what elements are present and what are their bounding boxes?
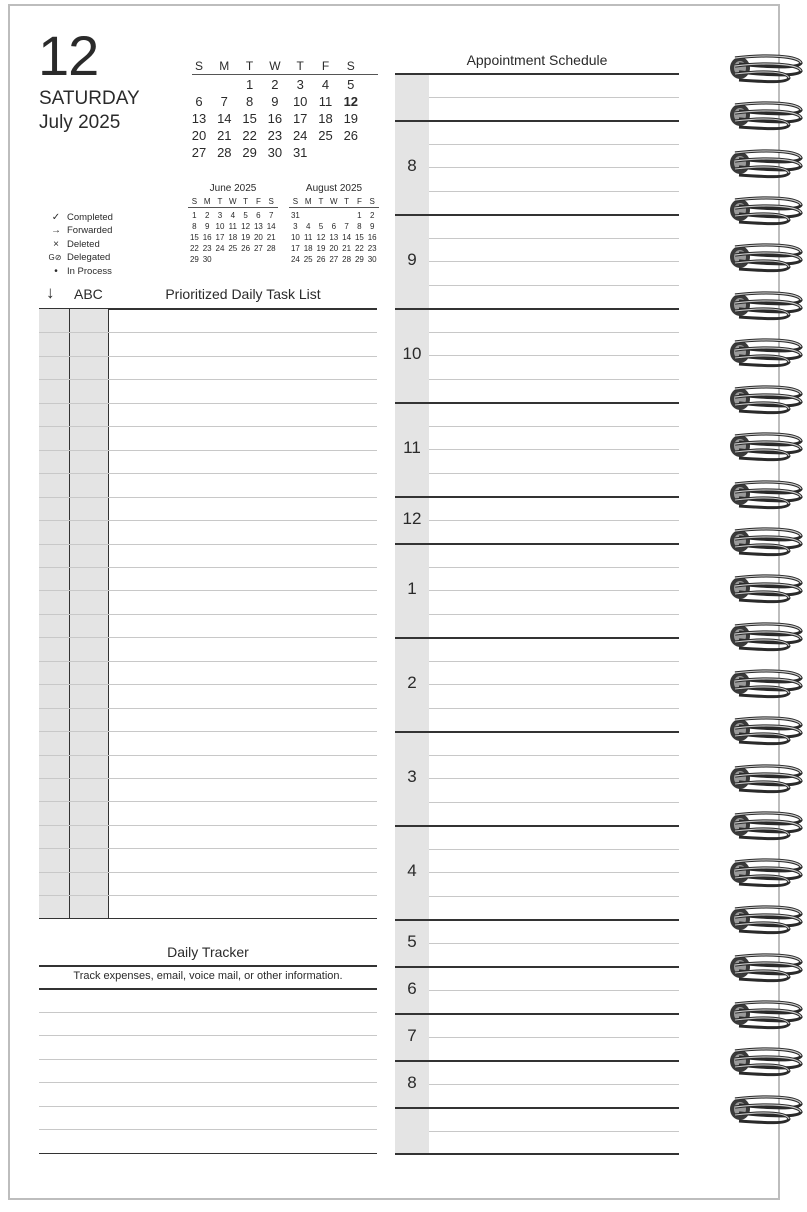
mini-calendar-day: 9	[204, 222, 210, 231]
quarter-line	[429, 379, 679, 380]
hour-shade	[395, 1107, 429, 1154]
quarter-line	[429, 778, 679, 779]
mini-calendar-day: 18	[228, 233, 238, 242]
mini-calendar-weekdays	[188, 196, 278, 208]
hour-block	[395, 402, 679, 496]
mini-calendar-day: 29	[354, 255, 364, 264]
hour-label: 11	[403, 438, 421, 457]
calendar-day: 20	[191, 128, 207, 143]
spiral-coil-icon	[727, 856, 803, 890]
mini-calendar-day: 25	[228, 244, 238, 253]
legend-symbol-icon: →	[51, 225, 61, 237]
spiral-coil-icon	[727, 147, 803, 181]
quarter-line	[429, 684, 679, 685]
calendar-day: 29	[242, 145, 257, 160]
mini-calendar-title: June 2025	[209, 183, 257, 194]
mini-calendar-day: 23	[367, 244, 377, 253]
mini-calendar-day: 15	[189, 233, 199, 242]
task-list-title: Prioritized Daily Task List	[165, 286, 321, 302]
quarter-line	[429, 167, 679, 168]
mini-calendar-week	[289, 254, 379, 265]
quarter-line	[429, 661, 679, 662]
mini-calendar-day: 28	[266, 244, 276, 253]
mini-calendar-weekday: S	[191, 197, 198, 206]
calendar-day: 17	[292, 111, 308, 126]
hour-block	[395, 308, 679, 402]
hour-divider	[395, 73, 679, 75]
hour-divider	[395, 1060, 679, 1062]
quarter-line	[429, 1084, 679, 1085]
legend-symbol-icon: •	[54, 265, 58, 277]
calendar-day: 26	[343, 128, 359, 143]
hour-block	[395, 637, 679, 731]
calendar-day: 14	[217, 111, 232, 126]
mini-calendar-week	[289, 221, 379, 232]
hour-label: 2	[407, 673, 417, 692]
mini-calendar-day: 27	[253, 244, 263, 253]
spiral-coil-icon	[727, 430, 803, 464]
task-line	[39, 848, 377, 849]
mini-calendar-day: 12	[241, 222, 251, 231]
calendar-weekday-header	[192, 58, 378, 75]
task-line	[39, 895, 377, 896]
calendar-day: 1	[245, 77, 254, 92]
mini-calendar-previous	[188, 183, 278, 265]
hour-label: 6	[407, 978, 417, 998]
schedule-bottom	[395, 1153, 679, 1155]
mini-calendar-day: 23	[202, 244, 212, 253]
mini-calendar-day: 2	[369, 211, 375, 220]
legend-symbol-icon: G⊘	[48, 253, 62, 263]
mini-calendar-week	[188, 232, 278, 243]
task-line	[39, 520, 377, 521]
mini-calendar-day: 26	[316, 255, 326, 264]
tracker-line	[39, 1106, 377, 1107]
hour-label: 7	[407, 1025, 417, 1045]
hour-label: 8	[407, 156, 417, 175]
mini-calendar-day: 19	[316, 244, 326, 253]
quarter-line	[429, 520, 679, 521]
hour-divider	[395, 402, 679, 404]
hour-divider	[395, 1013, 679, 1015]
task-line	[39, 825, 377, 826]
tracker-line	[39, 1035, 377, 1036]
appointment-title: Appointment Schedule	[466, 52, 608, 68]
hour-block	[395, 543, 679, 637]
calendar-day: 8	[245, 94, 254, 109]
calendar-day: 21	[217, 128, 232, 143]
mini-calendar-day: 4	[305, 222, 311, 231]
mini-calendar-day: 10	[215, 222, 225, 231]
mini-calendar-week	[289, 210, 379, 221]
calendar-day: 19	[343, 111, 359, 126]
calendar-day: 6	[195, 94, 203, 109]
quarter-line	[429, 708, 679, 709]
task-line	[39, 661, 377, 662]
hour-label: 1	[407, 579, 417, 598]
spiral-coil-icon	[727, 620, 803, 654]
quarter-line	[429, 567, 679, 568]
month-year-label: July 2025	[39, 112, 121, 133]
legend-item	[47, 238, 113, 251]
mini-calendar-next	[289, 183, 379, 265]
mini-calendar-day: 28	[342, 255, 352, 264]
spiral-coil-icon	[727, 998, 803, 1032]
task-line	[39, 614, 377, 615]
task-line	[39, 379, 377, 380]
mini-calendar-day: 24	[290, 255, 300, 264]
quarter-line	[429, 1037, 679, 1038]
hour-label: 10	[402, 344, 422, 363]
mini-calendar-week	[289, 232, 379, 243]
quarter-line	[429, 285, 679, 286]
hour-divider	[395, 731, 679, 733]
spiral-coil-icon	[727, 241, 803, 275]
tracker-line	[39, 1012, 377, 1013]
mini-calendar-day: 14	[342, 233, 352, 242]
hour-block	[395, 1107, 679, 1154]
mini-calendar-day: 17	[215, 233, 225, 242]
task-line	[39, 473, 377, 474]
mini-calendar-weekday: S	[369, 197, 375, 206]
calendar-day: 25	[318, 128, 333, 143]
quarter-line	[429, 802, 679, 803]
weekday-label: SATURDAY	[39, 88, 140, 109]
calendar-week	[192, 128, 378, 145]
mini-calendar-weekday: F	[255, 197, 261, 206]
quarter-line	[429, 426, 679, 427]
calendar-weekday: T	[296, 59, 304, 73]
spiral-coil-icon	[727, 809, 803, 843]
mini-calendar-week	[289, 243, 379, 254]
calendar-weekday: F	[321, 59, 330, 73]
quarter-line	[429, 355, 679, 356]
calendar-weekday: S	[194, 59, 203, 73]
quarter-line	[429, 144, 679, 145]
mini-calendar-day: 1	[357, 211, 362, 220]
hour-divider	[395, 120, 679, 122]
mini-calendar-weekdays	[289, 196, 379, 208]
mini-calendar-day: 30	[367, 255, 377, 264]
task-line	[39, 426, 377, 427]
legend-symbol-icon: ×	[53, 238, 59, 250]
calendar-day: 11	[318, 94, 333, 109]
mini-calendar-day: 20	[329, 244, 339, 253]
hour-label: 4	[407, 861, 417, 880]
hour-divider	[395, 214, 679, 216]
hour-divider	[395, 825, 679, 827]
mini-calendar-day: 17	[290, 244, 300, 253]
hour-block	[395, 73, 679, 120]
mini-calendar-day: 16	[367, 233, 377, 242]
quarter-line	[429, 261, 679, 262]
calendar-day: 28	[217, 145, 232, 160]
mini-calendar-day: 29	[189, 255, 199, 264]
mini-calendar-weekday: M	[203, 197, 211, 206]
hour-block	[395, 919, 679, 966]
abc-priority-label: ABC	[74, 286, 103, 302]
mini-calendar-weekday: T	[318, 197, 324, 206]
task-list-bottom	[39, 918, 377, 919]
hour-label: 12	[402, 508, 422, 528]
legend-label: In Process	[67, 265, 112, 277]
mini-calendar-day: 10	[290, 233, 300, 242]
quarter-line	[429, 590, 679, 591]
legend-label: Deleted	[67, 238, 100, 250]
hour-block	[395, 1060, 679, 1107]
mini-calendar-weekday: F	[356, 197, 362, 206]
legend-symbol-icon: ✓	[51, 212, 61, 223]
quarter-line	[429, 872, 679, 873]
mini-calendar-day: 6	[331, 222, 337, 231]
spiral-coil-icon	[727, 903, 803, 937]
calendar-day: 5	[347, 77, 355, 92]
spiral-coil-icon	[727, 336, 803, 370]
mini-calendar-day: 7	[268, 211, 274, 220]
hour-divider	[395, 1107, 679, 1109]
calendar-weekday: M	[219, 59, 230, 73]
hour-label: 9	[407, 250, 417, 269]
mini-calendar-day: 31	[290, 211, 300, 220]
task-line	[39, 801, 377, 802]
task-line	[39, 755, 377, 756]
calendar-day: 12	[343, 94, 359, 109]
quarter-line	[429, 990, 679, 991]
calendar-day: 4	[321, 77, 330, 92]
quarter-line	[429, 238, 679, 239]
tracker-line	[39, 1082, 377, 1083]
mini-calendar-day: 13	[253, 222, 263, 231]
spiral-coil-icon	[727, 1093, 803, 1127]
mini-calendar-day: 1	[192, 211, 197, 220]
hour-divider	[395, 496, 679, 498]
quarter-line	[429, 191, 679, 192]
mini-calendar-day: 12	[316, 233, 326, 242]
mini-calendar-day: 3	[217, 211, 223, 220]
legend-item	[47, 251, 113, 264]
mini-calendar-day: 16	[202, 233, 212, 242]
mini-calendar-day: 5	[318, 222, 324, 231]
day-number: 12	[38, 24, 99, 87]
spiral-coil-icon	[727, 714, 803, 748]
mini-calendar-day: 22	[354, 244, 364, 253]
quarter-line	[429, 755, 679, 756]
spiral-coil-icon	[727, 289, 803, 323]
quarter-line	[429, 1131, 679, 1132]
hour-block	[395, 496, 679, 543]
mini-calendar-day: 26	[241, 244, 251, 253]
legend-label: Forwarded	[67, 225, 113, 237]
spiral-coil-icon	[727, 1045, 803, 1079]
legend-item	[47, 224, 113, 237]
mini-calendar-weekday: S	[268, 197, 274, 206]
mini-calendar-weekday: W	[229, 197, 237, 206]
task-line	[39, 497, 377, 498]
mini-calendar-day: 20	[253, 233, 263, 242]
mini-calendar-weekday: T	[217, 197, 223, 206]
mini-calendar-day: 6	[256, 211, 261, 220]
hour-divider	[395, 966, 679, 968]
calendar-day: 18	[318, 111, 333, 126]
mini-calendar-day: 22	[189, 244, 199, 253]
mini-calendar-weekday: S	[292, 197, 299, 206]
quarter-line	[429, 896, 679, 897]
calendar-weekday: S	[346, 59, 355, 73]
task-line	[39, 872, 377, 873]
task-line	[39, 356, 377, 357]
tracker-title: Daily Tracker	[167, 944, 249, 960]
task-line	[39, 731, 377, 732]
quarter-line	[429, 849, 679, 850]
task-line	[39, 708, 377, 709]
mini-calendar-day: 15	[354, 233, 364, 242]
calendar-day: 7	[220, 94, 228, 109]
task-line	[39, 590, 377, 591]
hour-label: 3	[407, 767, 417, 786]
mini-calendar-day: 18	[303, 244, 313, 253]
calendar-day: 2	[271, 77, 279, 92]
calendar-day: 24	[292, 128, 308, 143]
calendar-week	[192, 94, 378, 111]
calendar-weekday: W	[269, 59, 281, 73]
mini-calendar-day: 19	[241, 233, 251, 242]
down-arrow-icon: ↓	[46, 283, 55, 302]
mini-calendar-day: 7	[344, 222, 349, 231]
tracker-line	[39, 1153, 377, 1154]
spiral-coil-icon	[727, 383, 803, 417]
task-line	[39, 544, 377, 545]
quarter-line	[429, 614, 679, 615]
task-line	[39, 403, 377, 404]
mini-calendar-day: 11	[304, 233, 313, 242]
mini-calendar-day: 13	[329, 233, 339, 242]
mini-calendar-weekday: T	[243, 197, 249, 206]
spiral-coil-icon	[727, 194, 803, 228]
calendar-day: 15	[242, 111, 257, 126]
hour-divider	[395, 543, 679, 545]
legend-label: Delegated	[67, 252, 111, 264]
calendar-day: 10	[292, 94, 308, 109]
task-line	[39, 778, 377, 779]
mini-calendar-day: 5	[243, 211, 248, 220]
mini-calendar-week	[188, 243, 278, 254]
spiral-coil-icon	[727, 99, 803, 133]
calendar-day: 30	[267, 145, 283, 160]
hour-block	[395, 825, 679, 919]
calendar-week	[192, 145, 378, 162]
mini-calendar-week	[188, 254, 278, 265]
calendar-week	[192, 111, 378, 128]
mini-calendar-weekday: W	[330, 197, 338, 206]
mini-calendar-week	[188, 221, 278, 232]
hour-shade	[395, 73, 429, 120]
quarter-line	[429, 473, 679, 474]
legend-item	[47, 265, 113, 278]
mini-calendar-title: August 2025	[305, 183, 363, 194]
hour-block	[395, 214, 679, 308]
status-legend	[47, 211, 113, 278]
hour-divider	[395, 308, 679, 310]
quarter-line	[429, 943, 679, 944]
calendar-day: 9	[271, 94, 279, 109]
mini-calendar-day: 21	[266, 233, 276, 242]
mini-calendar-day: 9	[369, 222, 375, 231]
spiral-coil-icon	[727, 951, 803, 985]
mini-calendar-day: 14	[266, 222, 276, 231]
quarter-line	[429, 332, 679, 333]
mini-calendar-day: 25	[303, 255, 313, 264]
mini-calendar-weekday: T	[344, 197, 350, 206]
hour-label: 5	[407, 931, 417, 951]
hour-block	[395, 1013, 679, 1060]
spiral-coil-icon	[727, 572, 803, 606]
mini-calendar-day: 11	[228, 222, 237, 231]
mini-calendar-day: 4	[230, 211, 236, 220]
hour-divider	[395, 919, 679, 921]
calendar-week	[192, 77, 378, 94]
mini-calendar-day: 21	[342, 244, 352, 253]
task-line	[39, 684, 377, 685]
quarter-line	[429, 97, 679, 98]
spiral-coil-icon	[727, 762, 803, 796]
hour-block	[395, 731, 679, 825]
mini-calendar-day: 30	[202, 255, 212, 264]
mini-calendar-day: 3	[293, 222, 298, 231]
calendar-day: 27	[191, 145, 207, 160]
spiral-coil-icon	[727, 52, 803, 86]
tracker-title-divider	[39, 965, 377, 967]
calendar-day: 22	[242, 128, 257, 143]
calendar-day: 31	[292, 145, 308, 160]
mini-calendar-weekday: M	[304, 197, 312, 206]
month-calendar	[192, 58, 378, 162]
legend-label: Completed	[67, 212, 113, 223]
mini-calendar-day: 27	[329, 255, 339, 264]
calendar-day: 3	[296, 77, 304, 92]
hour-block	[395, 120, 679, 214]
calendar-day: 23	[267, 128, 283, 143]
quarter-line	[429, 449, 679, 450]
mini-calendar-week	[188, 210, 278, 221]
calendar-day: 16	[267, 111, 283, 126]
mini-calendar-day: 8	[192, 222, 197, 231]
mini-calendar-day: 8	[357, 222, 362, 231]
hour-divider	[395, 637, 679, 639]
task-line	[39, 567, 377, 568]
mini-calendar-day: 24	[215, 244, 225, 253]
appointment-schedule	[395, 73, 679, 1153]
hour-label: 8	[407, 1072, 417, 1092]
tracker-line	[39, 1059, 377, 1060]
spiral-coil-icon	[727, 667, 803, 701]
calendar-weekday: T	[245, 59, 254, 73]
task-line	[39, 637, 377, 638]
hour-block	[395, 966, 679, 1013]
mini-calendar-day: 2	[204, 211, 210, 220]
spiral-coil-icon	[727, 478, 803, 512]
task-line	[39, 332, 377, 333]
legend-item	[47, 211, 113, 224]
task-list-area	[39, 309, 377, 919]
spiral-coil-icon	[727, 525, 803, 559]
task-line	[39, 450, 377, 451]
tracker-subtitle: Track expenses, email, voice mail, or other information.	[73, 970, 343, 982]
tracker-lines	[39, 989, 377, 1154]
tracker-line	[39, 1129, 377, 1130]
calendar-day: 13	[191, 111, 207, 126]
